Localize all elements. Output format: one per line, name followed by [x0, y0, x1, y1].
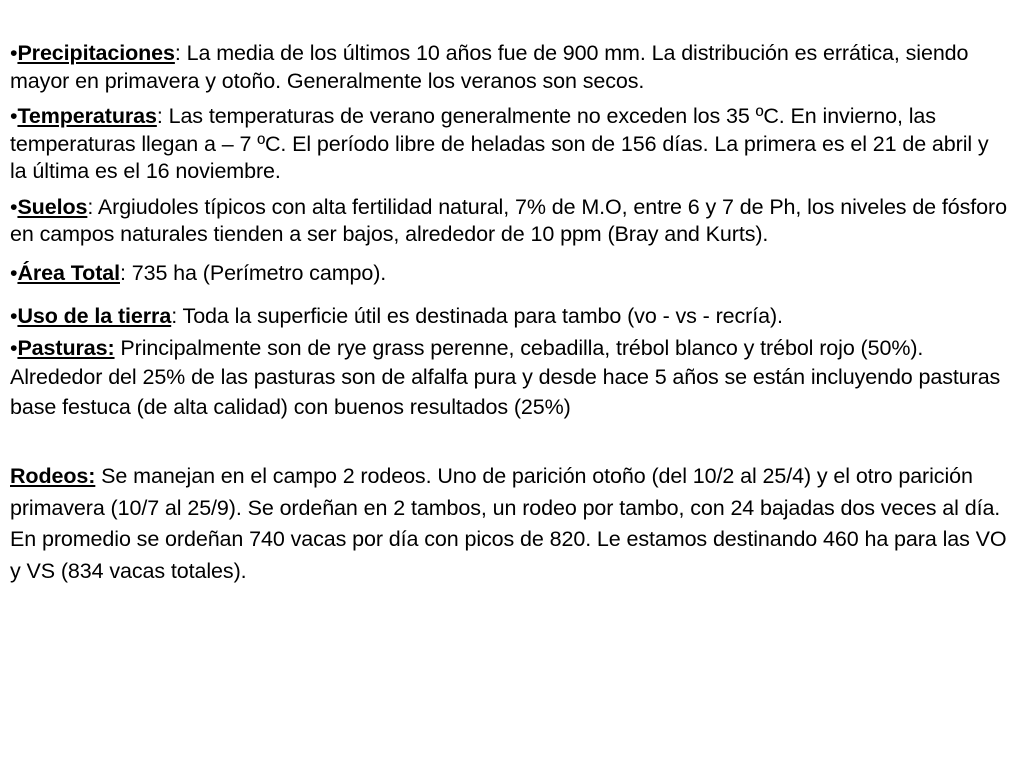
slide-content — [10, 40, 1010, 587]
bullet: • — [10, 41, 18, 65]
paragraph-precipitaciones — [10, 40, 1010, 95]
paragraph-rodeos — [10, 461, 1010, 587]
paragraph-text: Principalmente son de rye grass perenne, cebadilla, trébol blanco y trébol rojo (50%). Alrededor del 25% de las pasturas son de alfalfa pura y desde hace 5 años se están incluyendo pasturas base festuca (de alta calidad) con buenos resultados (25%) — [10, 335, 1001, 419]
term-area-total: Área Total — [17, 260, 120, 285]
bullet: • — [10, 260, 18, 285]
paragraph-text: : Argiudoles típicos con alta fertilidad natural, 7% de M.O, entre 6 y 7 de Ph, los niveles de fósforo en campos naturales tienden a ser bajos, alrededor de 10 ppm (Bray and Kurts). — [10, 194, 1007, 246]
term-temperaturas: Temperaturas — [17, 104, 157, 128]
paragraph-suelos — [10, 194, 1010, 249]
paragraph-pasturas — [10, 334, 1010, 423]
paragraph-area-total — [10, 260, 1010, 288]
term-uso-de-la-tierra: Uso de la tierra — [17, 304, 172, 328]
paragraph-text: : 735 ha (Perímetro campo). — [119, 260, 387, 285]
bullet: • — [10, 194, 18, 219]
term-precipitaciones: Precipitaciones — [17, 41, 175, 65]
bullet: • — [10, 304, 18, 328]
paragraph-text: : Las temperaturas de verano generalmente no exceden los 35 ºC. En invierno, las temperaturas llegan a – 7 ºC. El período libre de heladas son de 156 días. La primera es el 21 de abril y la última es el 16 noviembre. — [10, 104, 989, 183]
bullet: • — [10, 335, 18, 360]
paragraph-text: : Toda la superficie útil es destinada para tambo (vo - vs - recría). — [171, 304, 783, 328]
paragraph-temperaturas — [10, 103, 1010, 186]
bullet: • — [10, 104, 18, 128]
term-pasturas: Pasturas: — [17, 335, 115, 360]
term-suelos: Suelos — [17, 194, 88, 219]
term-rodeos: Rodeos: — [10, 464, 96, 488]
paragraph-uso-de-la-tierra — [10, 303, 1010, 331]
paragraph-text: : La media de los últimos 10 años fue de 900 mm. La distribución es errática, siendo mayor en primavera y otoño. Generalmente los veranos son secos. — [10, 41, 969, 93]
paragraph-text: Se manejan en el campo 2 rodeos. Uno de parición otoño (del 10/2 al 25/4) y el otro parición primavera (10/7 al 25/9). Se ordeñan en 2 tambos, un rodeo por tambo, con 24 bajadas dos veces al día. En promedio se ordeñan 740 vacas por día con picos de 820. Le estamos destinando 460 ha para las VO y VS (834 vacas totales). — [10, 464, 1007, 583]
